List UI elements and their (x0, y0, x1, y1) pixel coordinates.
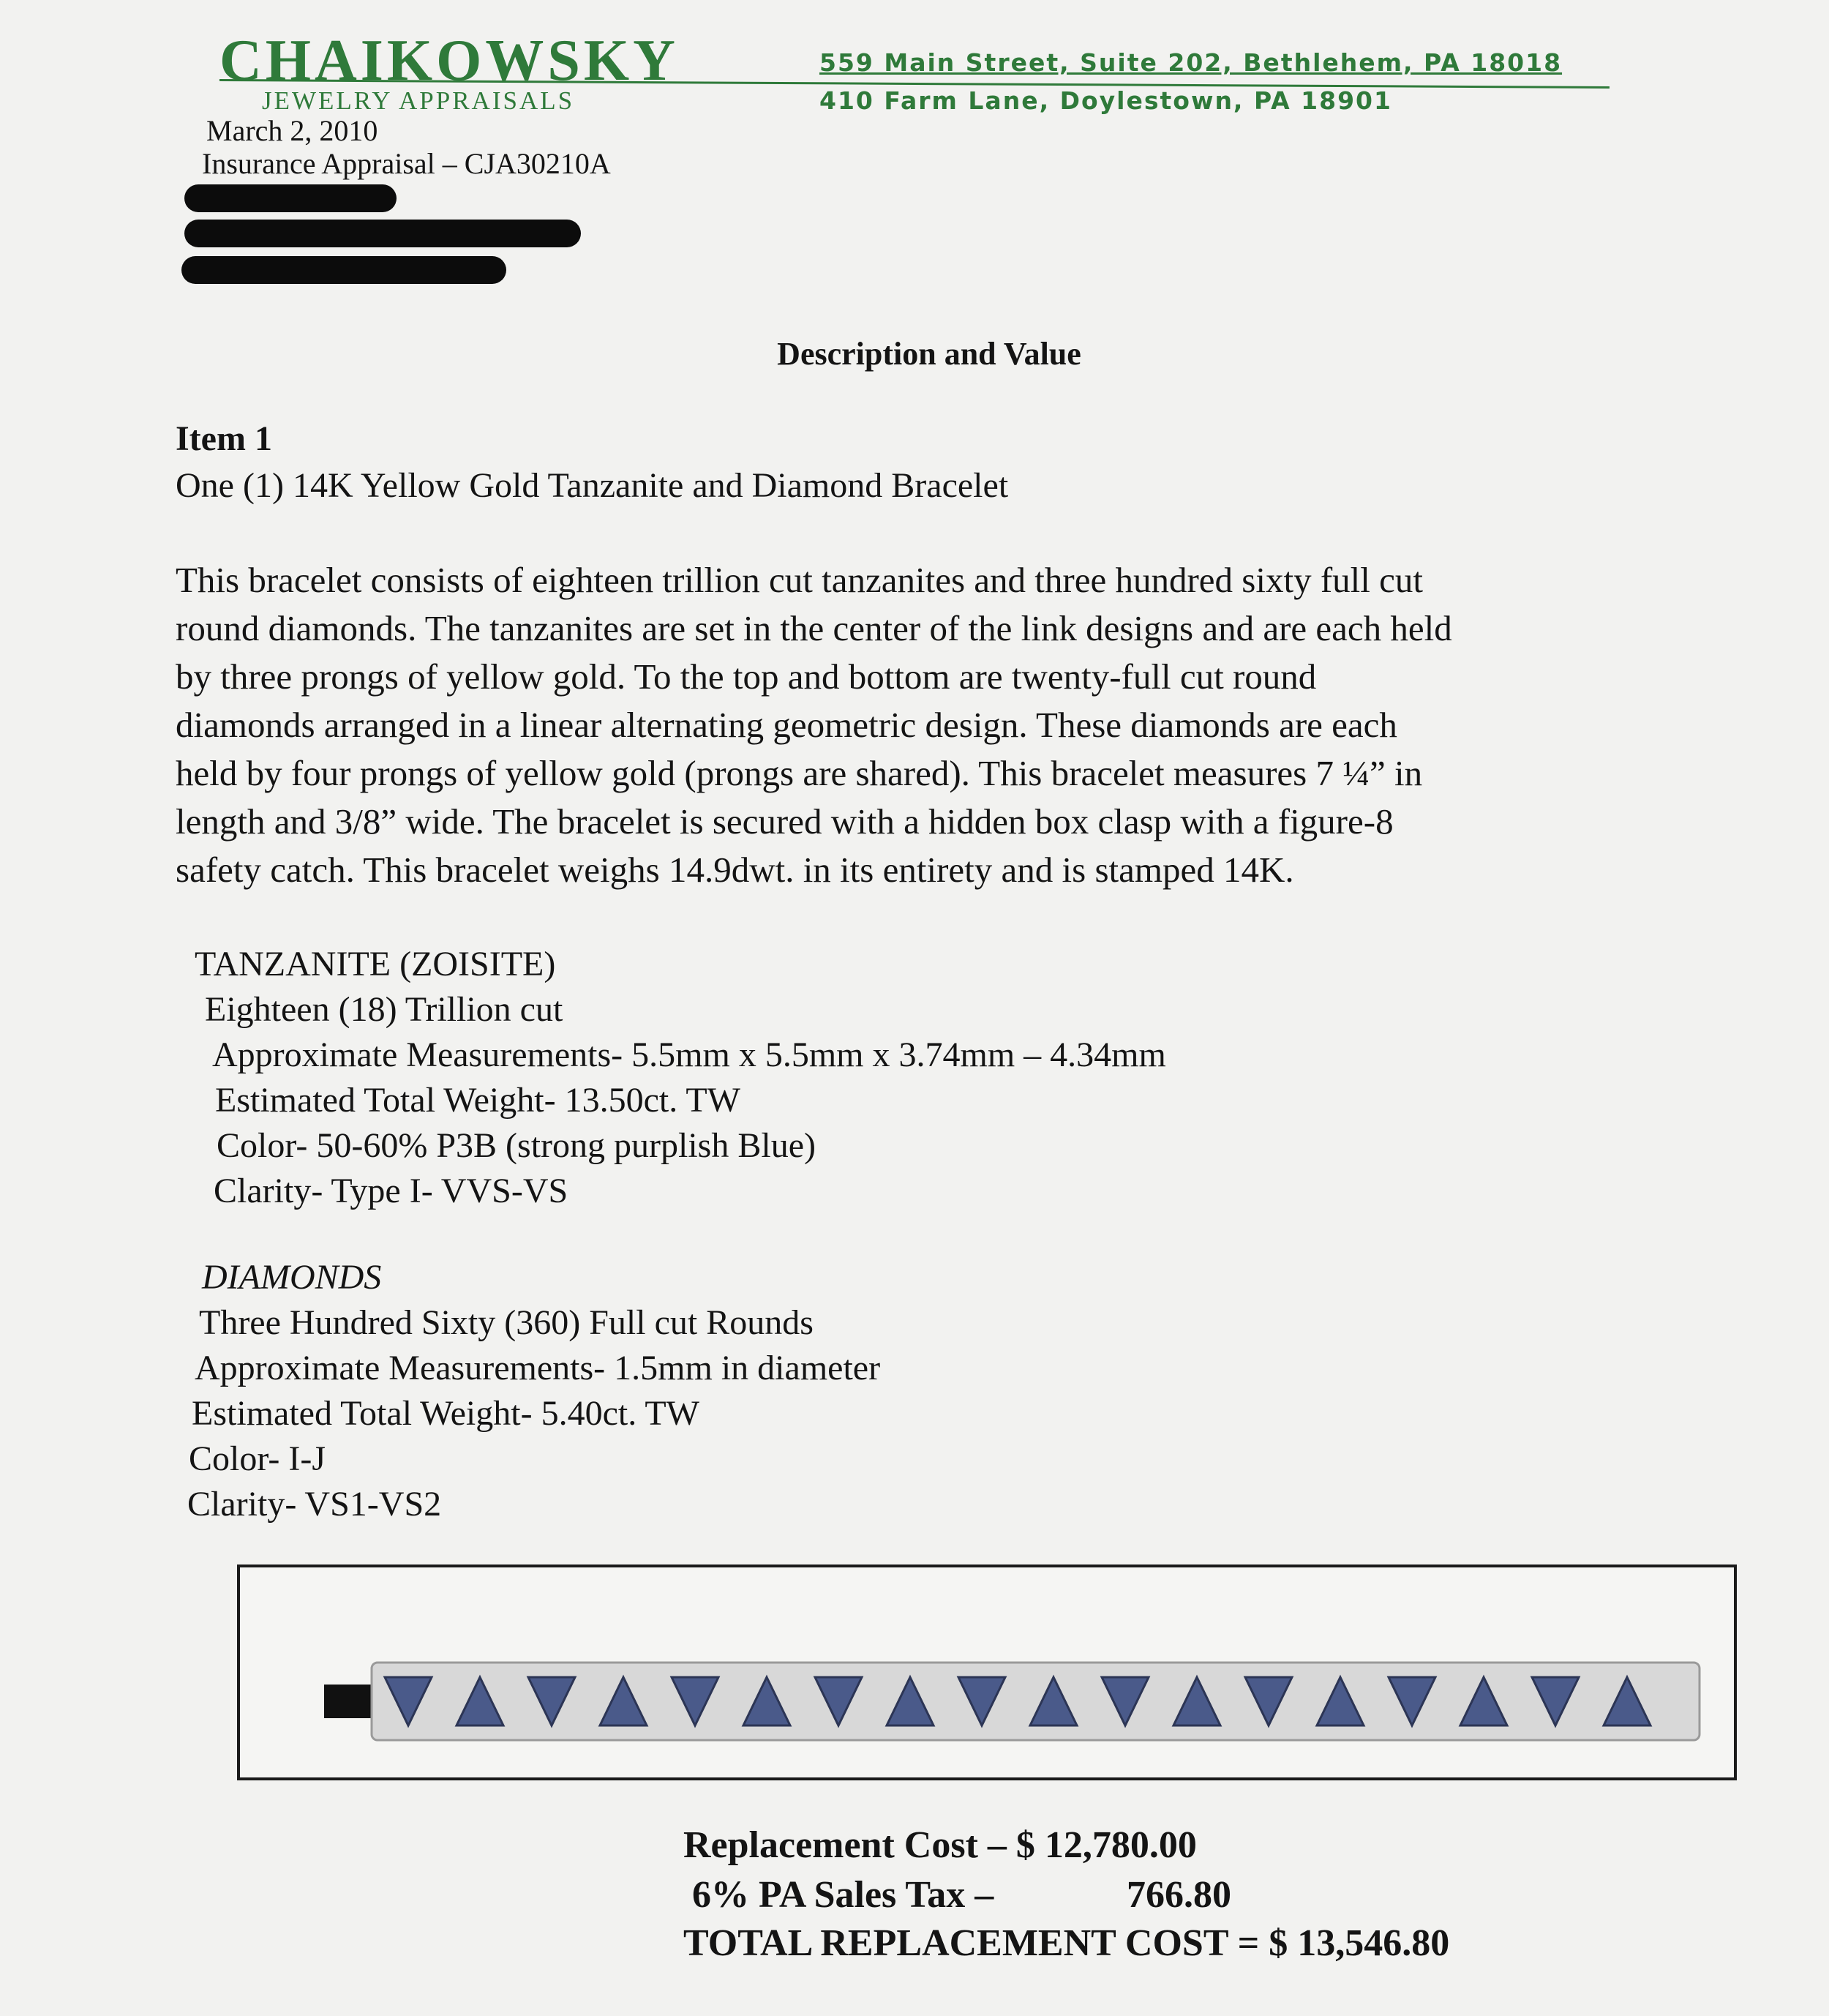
description-line: safety catch. This bracelet weighs 14.9dwt. in its entirety and is stamped 14K. (176, 850, 1294, 890)
diamonds-clarity: Clarity- VS1-VS2 (187, 1485, 442, 1524)
tanzanite-color: Color- 50-60% P3B (strong purplish Blue) (217, 1126, 816, 1165)
redacted-city (181, 256, 506, 284)
tanzanite-clarity: Clarity- Type I- VVS-VS (214, 1172, 568, 1210)
tanzanite-weight: Estimated Total Weight- 13.50ct. TW (215, 1081, 740, 1120)
description-line: length and 3/8” wide. The bracelet is secured with a hidden box clasp with a figure-8 (176, 801, 1394, 842)
description-line: This bracelet consists of eighteen trillion cut tanzanites and three hundred sixty full cut (176, 560, 1423, 600)
section-title: Description and Value (777, 336, 1081, 372)
bracelet-image (240, 1567, 1734, 1777)
diamonds-count: Three Hundred Sixty (360) Full cut Rounds (199, 1303, 814, 1342)
redacted-street (184, 220, 581, 247)
item-title: Item 1 (176, 419, 272, 458)
bracelet-clasp (324, 1685, 375, 1718)
company-logo: CHAIKOWSKY (219, 29, 679, 93)
tanzanite-heading: TANZANITE (ZOISITE) (195, 945, 556, 983)
diamonds-measurements: Approximate Measurements- 1.5mm in diameter (195, 1349, 881, 1387)
diamonds-color: Color- I-J (189, 1439, 326, 1478)
company-subtitle: JEWELRY APPRAISALS (262, 86, 575, 115)
replacement-cost: Replacement Cost – $ 12,780.00 (683, 1824, 1197, 1866)
sales-tax-label: 6% PA Sales Tax – (692, 1874, 994, 1916)
diamonds-weight: Estimated Total Weight- 5.40ct. TW (192, 1394, 699, 1433)
bracelet-band (372, 1663, 1700, 1740)
bracelet-photo-frame (237, 1565, 1737, 1780)
description-line: round diamonds. The tanzanites are set in the center of the link designs and are each held (176, 608, 1452, 648)
diamonds-heading: DIAMONDS (202, 1258, 382, 1297)
total-replacement-cost: TOTAL REPLACEMENT COST = $ 13,546.80 (683, 1922, 1450, 1964)
address-doylestown: 410 Farm Lane, Doylestown, PA 18901 (819, 86, 1392, 115)
tanzanite-measurements: Approximate Measurements- 5.5mm x 5.5mm x 3.74mm – 4.34mm (212, 1035, 1166, 1074)
description-line: by three prongs of yellow gold. To the top and bottom are twenty-full cut round (176, 656, 1317, 697)
sales-tax-value: 766.80 (1127, 1874, 1231, 1916)
appraisal-id: Insurance Appraisal – CJA30210A (202, 147, 611, 180)
redacted-name (184, 184, 397, 212)
item-description (176, 556, 1697, 894)
tanzanite-count: Eighteen (18) Trillion cut (205, 990, 563, 1029)
description-line: diamonds arranged in a linear alternating geometric design. These diamonds are each (176, 705, 1397, 745)
item-name: One (1) 14K Yellow Gold Tanzanite and Diamond Bracelet (176, 466, 1009, 505)
description-line: held by four prongs of yellow gold (prongs are shared). This bracelet measures 7 ¼” in (176, 753, 1423, 793)
appraisal-date: March 2, 2010 (206, 114, 378, 147)
address-bethlehem: 559 Main Street, Suite 202, Bethlehem, PA 18018 (819, 48, 1563, 77)
